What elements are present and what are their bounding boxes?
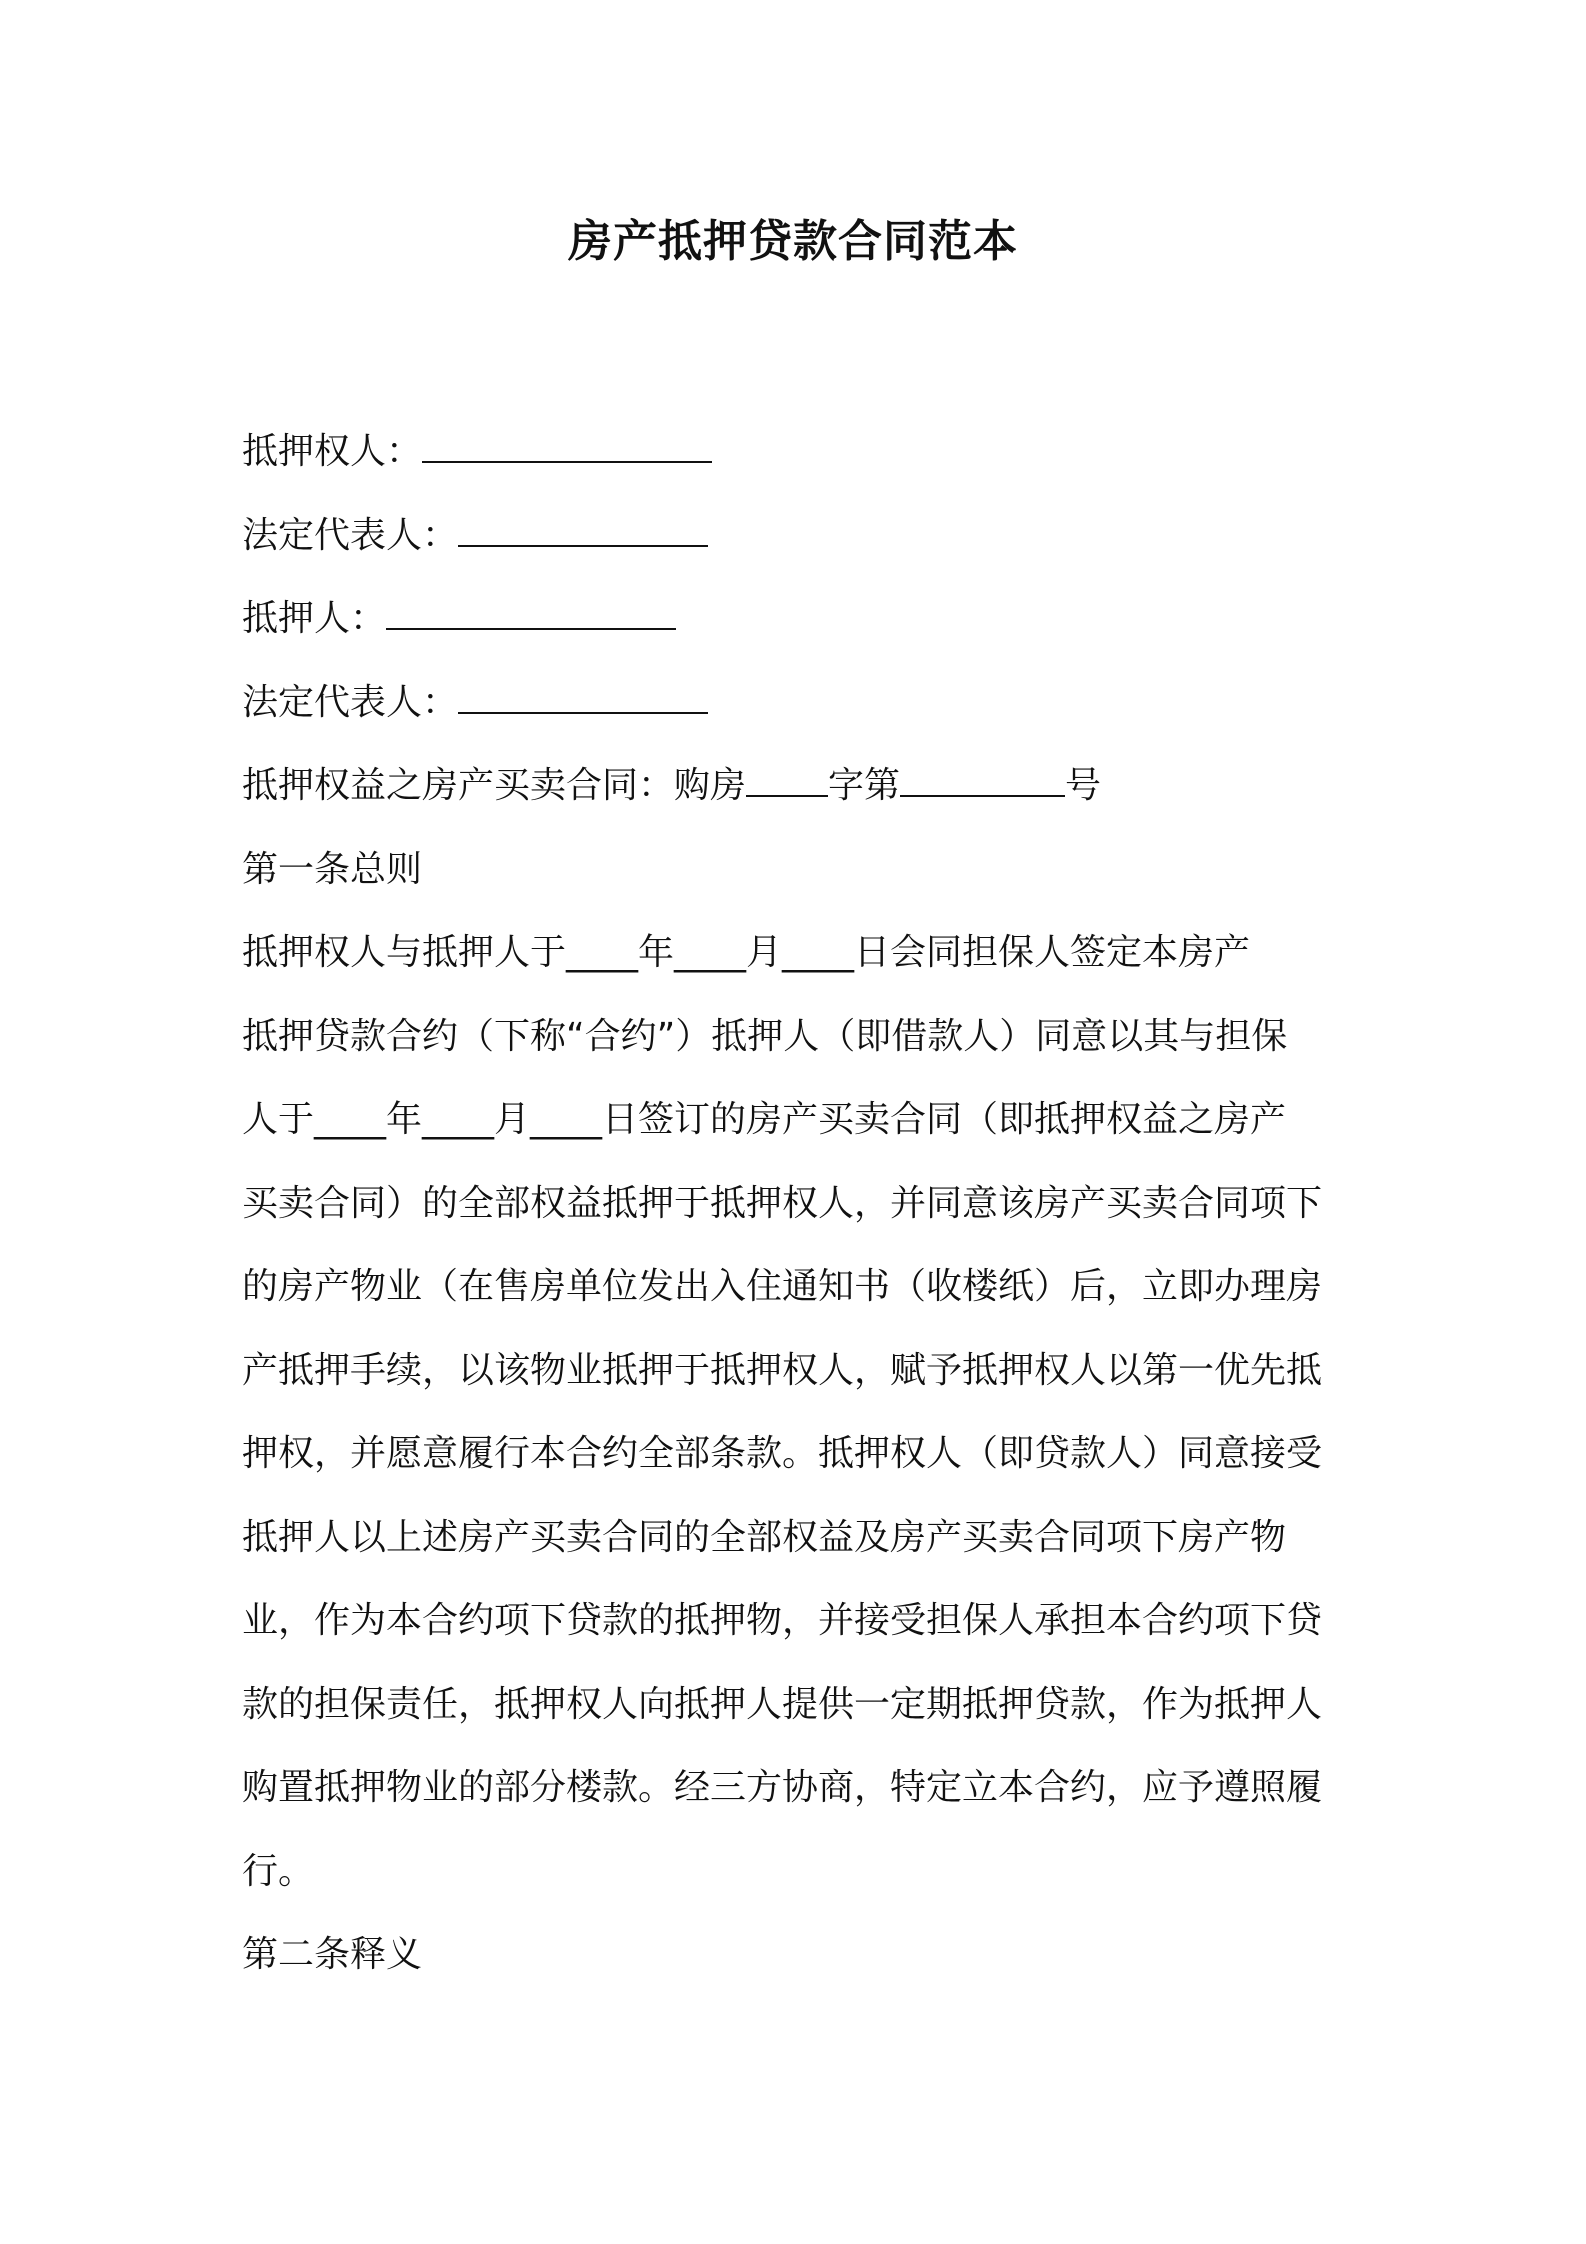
blank-line — [458, 505, 708, 547]
paragraph-line: 产抵押手续，以该物业抵押于抵押权人，赋予抵押权人以第一优先抵 — [242, 1349, 1323, 1391]
paragraph-line: 业，作为本合约项下贷款的抵押物，并接受担保人承担本合约项下贷 — [242, 1600, 1323, 1641]
blank-line — [386, 588, 676, 630]
field-mortgagee — [242, 410, 1352, 494]
section-heading: 第一条总则 — [242, 848, 423, 890]
contract-ref-suffix: 号 — [1065, 765, 1102, 806]
field-label: 法定代表人： — [242, 681, 459, 723]
paragraph-line: 买卖合同）的全部权益抵押于抵押权人，并同意该房产买卖合同项下 — [242, 1182, 1323, 1224]
document-body — [242, 410, 1352, 1997]
section-heading: 第二条释义 — [242, 1934, 423, 1975]
blank-line — [746, 755, 828, 797]
field-label: 法定代表人： — [242, 514, 459, 556]
contract-ref-middle: 字第 — [828, 765, 901, 806]
paragraph-line: 的房产物业（在售房单位发出入住通知书（收楼纸）后，立即办理房 — [242, 1266, 1323, 1307]
blank-line — [458, 672, 708, 714]
blank-line — [422, 421, 712, 463]
paragraph-line: 押权，并愿意履行本合约全部条款。抵押权人（即贷款人）同意接受 — [242, 1433, 1323, 1474]
paragraph-line: 抵押权人与抵押人于____年____月____日会同担保人签定本房产 — [242, 932, 1251, 973]
paragraph-line: 抵押贷款合约（下称“合约”）抵押人（即借款人）同意以其与担保 — [242, 1015, 1288, 1057]
field-mortgagor-representative — [242, 661, 1352, 745]
document-title: 房产抵押贷款合同范本 — [568, 216, 1018, 267]
field-label: 抵押权人： — [242, 431, 423, 472]
paragraph-line: 款的担保责任，抵押权人向抵押人提供一定期抵押贷款，作为抵押人 — [242, 1683, 1323, 1725]
field-mortgagee-representative — [242, 494, 1352, 578]
field-label: 抵押人： — [242, 598, 387, 639]
paragraph-line: 人于____年____月____日签订的房产买卖合同（即抵押权益之房产 — [242, 1099, 1287, 1140]
blank-line — [900, 755, 1065, 797]
paragraph-line: 抵押人以上述房产买卖合同的全部权益及房产买卖合同项下房产物 — [242, 1516, 1287, 1558]
paragraph-line: 购置抵押物业的部分楼款。经三方协商，特定立本合约，应予遵照履 — [242, 1767, 1323, 1808]
contract-ref-prefix: 抵押权益之房产买卖合同：购房 — [242, 765, 747, 806]
contract-reference — [242, 744, 1352, 828]
paragraph-line: 行。 — [242, 1850, 315, 1892]
field-mortgagor — [242, 577, 1352, 661]
